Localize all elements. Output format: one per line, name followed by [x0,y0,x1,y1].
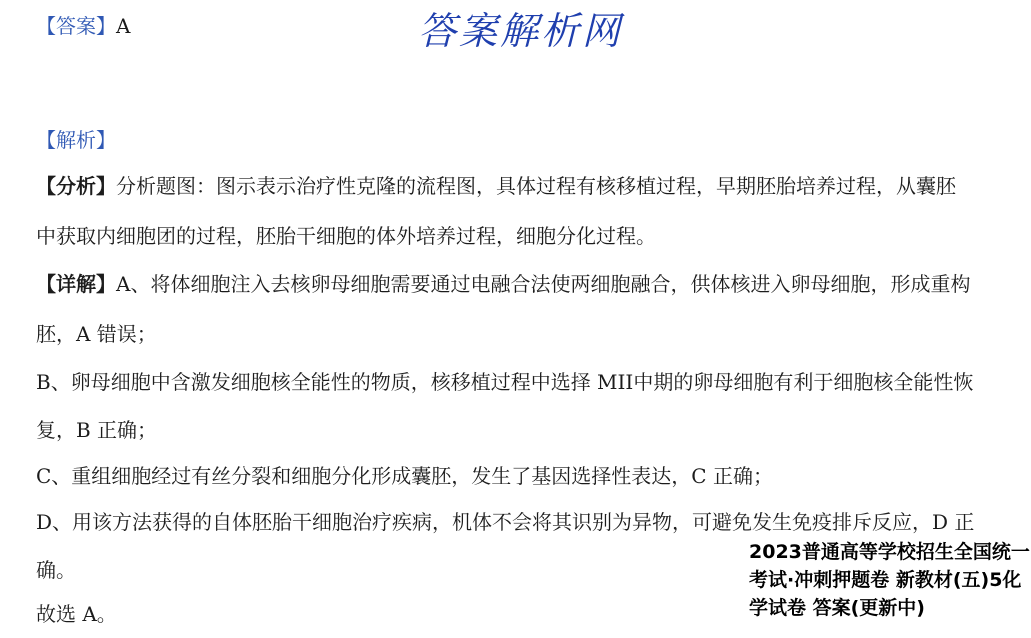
analysis-line-1 [36,172,956,200]
analysis-line-2: 中获取内细胞团的过程，胚胎干细胞的体外培养过程，细胞分化过程。 [36,224,656,248]
detail-line-b1: B、卵母细胞中含激发细胞核全能性的物质，核移植过程中选择 MII中期的卵母细胞有利于细胞核全能性恢 [36,370,974,394]
detail-line-a2: 胚，A 错误； [36,322,157,346]
analysis-lead: 【分析】 [36,174,116,198]
detail-line-d2: 确。 [36,558,76,582]
conclusion-line: 故选 A。 [36,602,117,626]
analysis-text-1: 分析题图：图示表示治疗性克隆的流程图，具体过程有核移植过程，早期胚胎培养过程，从囊胚 [116,174,956,198]
answer-label: 【答案】 [36,14,116,38]
watermark-title: 答案解析网 [418,9,624,53]
answer-line [36,12,130,40]
answer-value: A [116,14,131,38]
detail-line-d1: D、用该方法获得的自体胚胎干细胞治疗疾病，机体不会将其识别为异物，可避免发生免疫排斥反应，D 正 [36,510,975,534]
detail-line-b2: 复，B 正确； [36,418,158,442]
detail-line-c1: C、重组细胞经过有丝分裂和细胞分化形成囊胚，发生了基因选择性表达，C 正确； [36,464,773,488]
detail-line-a1 [36,270,970,298]
corner-exam-title: 2023普通高等学校招生全国统一考试·冲刺押题卷 新教材(五)5化学试卷 答案(更新中) [745,538,1031,622]
detail-lead: 【详解】 [36,272,116,296]
detail-text-a1: A、将体细胞注入去核卵母细胞需要通过电融合法使两细胞融合，供体核进入卵母细胞，形成重构 [116,272,971,296]
analysis-heading: 【解析】 [36,128,116,152]
